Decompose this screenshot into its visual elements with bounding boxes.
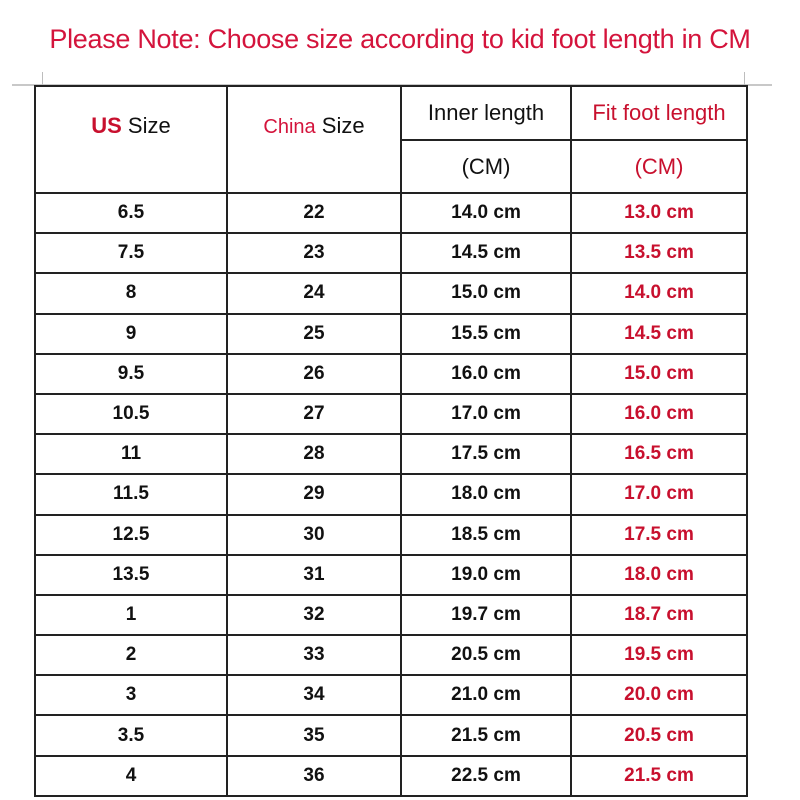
cell-inner-length: 14.5 cm bbox=[401, 233, 571, 273]
table-row bbox=[35, 756, 747, 796]
cell-fit-foot-length: 20.5 cm bbox=[571, 715, 747, 755]
table-row bbox=[35, 193, 747, 233]
cell-fit-foot-length: 16.0 cm bbox=[571, 394, 747, 434]
size-label: Size bbox=[315, 112, 365, 138]
cell-inner-length: 21.0 cm bbox=[401, 675, 571, 715]
cell-us-size: 10.5 bbox=[35, 394, 227, 434]
table-row bbox=[35, 314, 747, 354]
table-row bbox=[35, 555, 747, 595]
table-row bbox=[35, 595, 747, 635]
cell-inner-length: 17.5 cm bbox=[401, 434, 571, 474]
size-chart-table bbox=[34, 85, 748, 797]
cell-inner-length: 20.5 cm bbox=[401, 635, 571, 675]
cell-china-size: 28 bbox=[227, 434, 401, 474]
cell-us-size: 1 bbox=[35, 595, 227, 635]
table-row bbox=[35, 354, 747, 394]
cell-inner-length: 19.0 cm bbox=[401, 555, 571, 595]
cell-us-size: 12.5 bbox=[35, 515, 227, 555]
cell-fit-foot-length: 20.0 cm bbox=[571, 675, 747, 715]
header-inner-unit: (CM) bbox=[401, 140, 571, 193]
cell-inner-length: 15.0 cm bbox=[401, 273, 571, 313]
cell-china-size: 36 bbox=[227, 756, 401, 796]
cell-inner-length: 18.0 cm bbox=[401, 474, 571, 514]
cell-fit-foot-length: 13.0 cm bbox=[571, 193, 747, 233]
cell-us-size: 6.5 bbox=[35, 193, 227, 233]
table-row bbox=[35, 233, 747, 273]
cell-fit-foot-length: 17.0 cm bbox=[571, 474, 747, 514]
cell-fit-foot-length: 17.5 cm bbox=[571, 515, 747, 555]
cell-china-size: 30 bbox=[227, 515, 401, 555]
cell-china-size: 26 bbox=[227, 354, 401, 394]
header-us-size bbox=[35, 86, 227, 193]
cell-inner-length: 21.5 cm bbox=[401, 715, 571, 755]
cell-fit-foot-length: 19.5 cm bbox=[571, 635, 747, 675]
cell-china-size: 35 bbox=[227, 715, 401, 755]
cell-fit-foot-length: 14.5 cm bbox=[571, 314, 747, 354]
cell-us-size: 2 bbox=[35, 635, 227, 675]
cell-fit-foot-length: 14.0 cm bbox=[571, 273, 747, 313]
table-row bbox=[35, 273, 747, 313]
cell-china-size: 29 bbox=[227, 474, 401, 514]
cell-inner-length: 22.5 cm bbox=[401, 756, 571, 796]
table-row bbox=[35, 474, 747, 514]
header-china-size bbox=[227, 86, 401, 193]
cell-us-size: 3 bbox=[35, 675, 227, 715]
guide-tick-right bbox=[744, 72, 745, 85]
cell-inner-length: 19.7 cm bbox=[401, 595, 571, 635]
cell-fit-foot-length: 13.5 cm bbox=[571, 233, 747, 273]
cell-fit-foot-length: 18.7 cm bbox=[571, 595, 747, 635]
cell-us-size: 4 bbox=[35, 756, 227, 796]
cell-china-size: 23 bbox=[227, 233, 401, 273]
header-fit-foot-length: Fit foot length bbox=[571, 86, 747, 140]
cell-us-size: 11.5 bbox=[35, 474, 227, 514]
cell-fit-foot-length: 21.5 cm bbox=[571, 756, 747, 796]
cell-fit-foot-length: 15.0 cm bbox=[571, 354, 747, 394]
cell-china-size: 31 bbox=[227, 555, 401, 595]
cell-inner-length: 14.0 cm bbox=[401, 193, 571, 233]
header-inner-length: Inner length bbox=[401, 86, 571, 140]
table-row bbox=[35, 434, 747, 474]
cell-china-size: 27 bbox=[227, 394, 401, 434]
table-row bbox=[35, 675, 747, 715]
cell-china-size: 24 bbox=[227, 273, 401, 313]
us-label: US bbox=[91, 112, 122, 138]
size-note-heading: Please Note: Choose size according to kid foot length in CM bbox=[49, 24, 751, 54]
cell-inner-length: 18.5 cm bbox=[401, 515, 571, 555]
size-label: Size bbox=[121, 112, 171, 138]
cell-us-size: 8 bbox=[35, 273, 227, 313]
cell-inner-length: 17.0 cm bbox=[401, 394, 571, 434]
china-label: China bbox=[263, 115, 316, 138]
cell-us-size: 9 bbox=[35, 314, 227, 354]
header-fit-unit: (CM) bbox=[571, 140, 747, 193]
cell-us-size: 13.5 bbox=[35, 555, 227, 595]
table-row bbox=[35, 394, 747, 434]
cell-china-size: 25 bbox=[227, 314, 401, 354]
cell-us-size: 7.5 bbox=[35, 233, 227, 273]
cell-us-size: 9.5 bbox=[35, 354, 227, 394]
cell-china-size: 22 bbox=[227, 193, 401, 233]
cell-us-size: 3.5 bbox=[35, 715, 227, 755]
cell-inner-length: 16.0 cm bbox=[401, 354, 571, 394]
table-row bbox=[35, 515, 747, 555]
cell-china-size: 32 bbox=[227, 595, 401, 635]
cell-china-size: 33 bbox=[227, 635, 401, 675]
cell-fit-foot-length: 18.0 cm bbox=[571, 555, 747, 595]
cell-fit-foot-length: 16.5 cm bbox=[571, 434, 747, 474]
cell-us-size: 11 bbox=[35, 434, 227, 474]
table-row bbox=[35, 715, 747, 755]
guide-tick-left bbox=[42, 72, 43, 85]
table-row bbox=[35, 635, 747, 675]
cell-inner-length: 15.5 cm bbox=[401, 314, 571, 354]
cell-china-size: 34 bbox=[227, 675, 401, 715]
